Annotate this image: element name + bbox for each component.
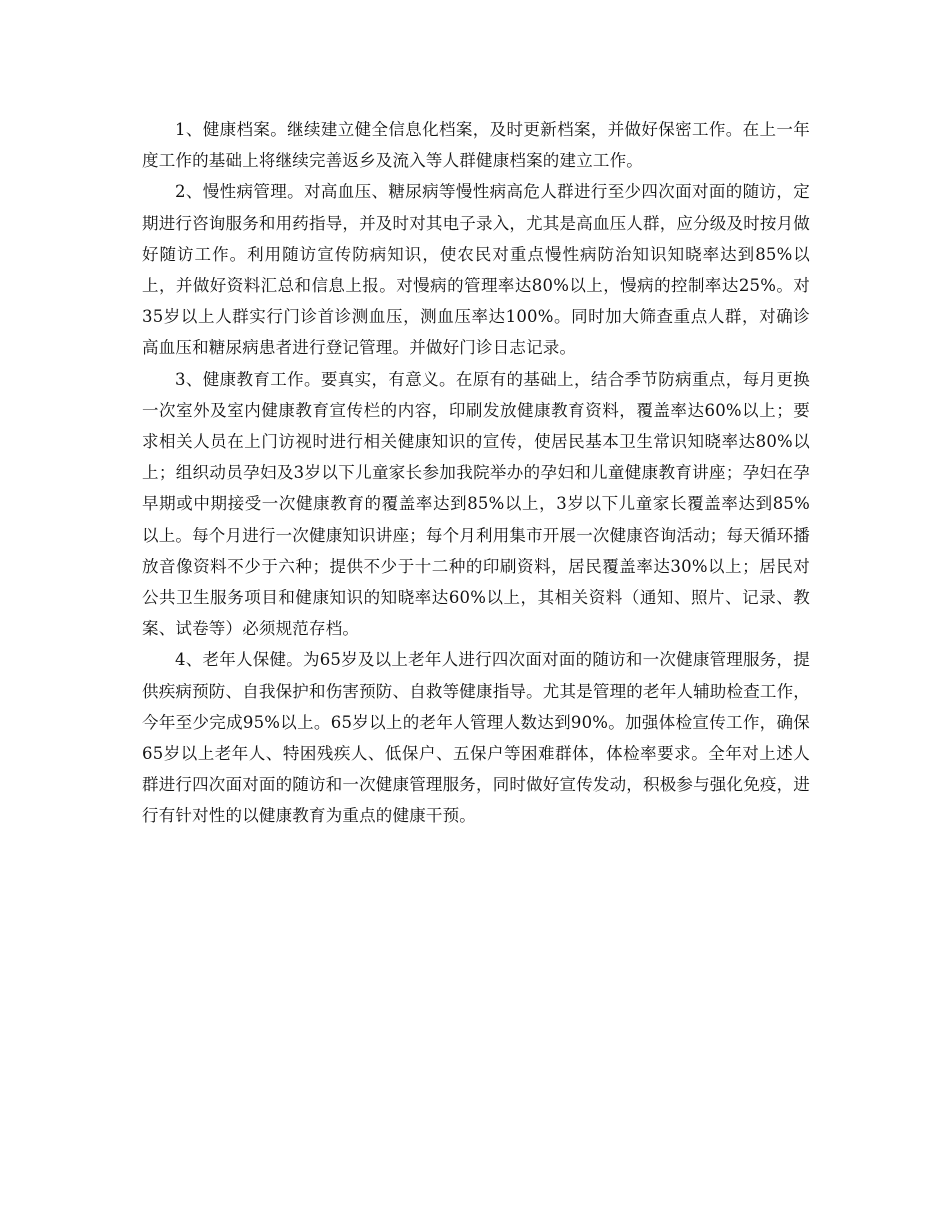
paragraph-health-education: 3、健康教育工作。要真实，有意义。在原有的基础上，结合季节防病重点，每月更换一次室外及室内健康教育宣传栏的内容，印刷发放健康教育资料，覆盖率达60%以上；要求相关人员在上门访视时进行相关健康知识的宣传，使居民基本卫生常识知晓率达80%以上；组织动员孕妇及3岁以下儿童家长参加我院举办的孕妇和儿童健康教育讲座；孕妇在孕早期或中期接受一次健康教育的覆盖率达到85%以上，3岁以下儿童家长覆盖率达到85%以上。每个月进行一次健康知识讲座；每个月利用集市开展一次健康咨询活动；每天循环播放音像资料不少于六种；提供不少于十二种的印刷资料，居民覆盖率达30%以上；居民对公共卫生服务项目和健康知识的知晓率达60%以上，其相关资料（通知、照片、记录、教案、试卷等）必须规范存档。 [142, 369, 810, 639]
paragraph-health-records: 1、健康档案。继续建立健全信息化档案，及时更新档案，并做好保密工作。在上一年度工作的基础上将继续完善返乡及流入等人群健康档案的建立工作。 [142, 120, 810, 171]
paragraph-elderly-care: 4、老年人保健。为65岁及以上老年人进行四次面对面的随访和一次健康管理服务，提供疾病预防、自我保护和伤害预防、自救等健康指导。尤其是管理的老年人辅助检查工作，今年至少完成95%以上。65岁以上的老年人管理人数达到90%。加强体检宣传工作，确保65岁以上老年人、特困残疾人、低保户、五保户等困难群体，体检率要求。全年对上述人群进行四次面对面的随访和一次健康管理服务，同时做好宣传发动，积极参与强化免疫，进行有针对性的以健康教育为重点的健康干预。 [142, 650, 810, 826]
document-body [142, 114, 810, 832]
paragraph-chronic-disease: 2、慢性病管理。对高血压、糖尿病等慢性病高危人群进行至少四次面对面的随访，定期进行咨询服务和用药指导，并及时对其电子录入，尤其是高血压人群，应分级及时按月做好随访工作。利用随访宣传防病知识，使农民对重点慢性病防治知识知晓率达到85%以上，并做好资料汇总和信息上报。对慢病的管理率达80%以上，慢病的控制率达25%。对35岁以上人群实行门诊首诊测血压，测血压率达100%。同时加大筛查重点人群，对确诊高血压和糖尿病患者进行登记管理。并做好门诊日志记录。 [142, 182, 810, 358]
